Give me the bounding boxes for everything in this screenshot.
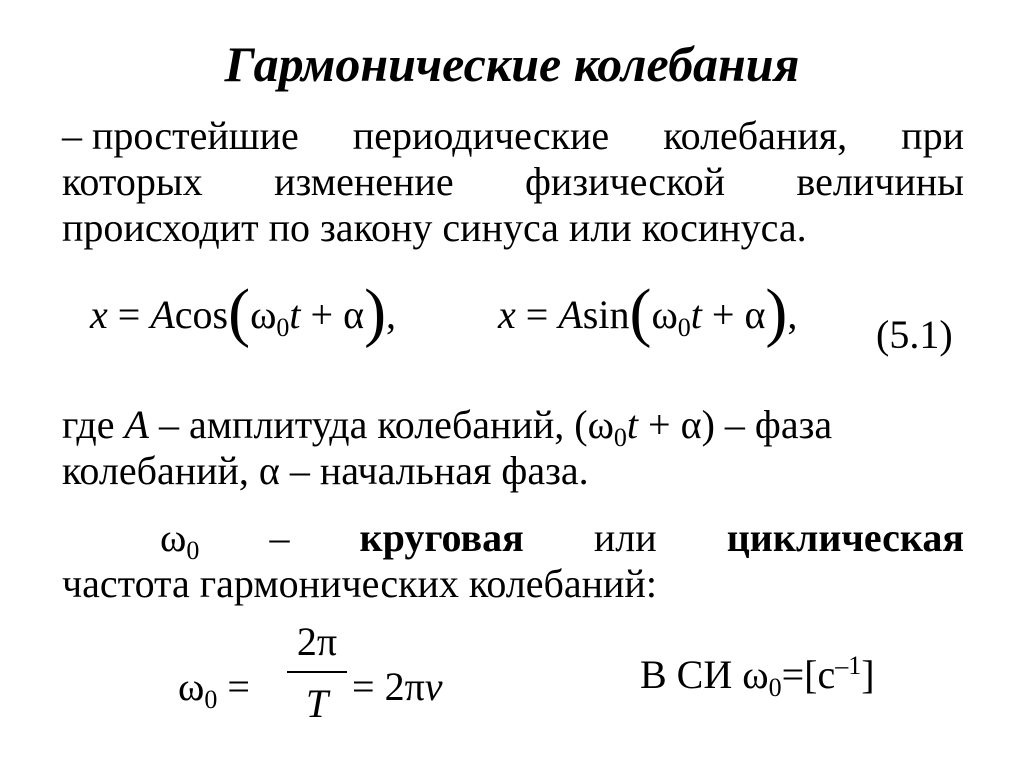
fraction-bar [287, 671, 347, 673]
right-paren: ) [364, 276, 387, 349]
explanation-line-2 [62, 448, 964, 494]
subscript-zero: 0 [768, 673, 782, 702]
variable-t: t [690, 292, 702, 337]
subscript-zero: 0 [677, 313, 691, 342]
omega-symbol: ω [651, 292, 678, 337]
cos-function: cos [174, 292, 229, 337]
definition-word: при [901, 113, 964, 158]
formula-sin [498, 276, 798, 349]
omega-symbol: ω [178, 664, 205, 709]
left-paren: ( [228, 276, 251, 349]
subscript-zero: 0 [186, 536, 200, 565]
explanation-line-1 [62, 402, 964, 452]
nu-symbol: ν [424, 664, 443, 709]
amplitude-symbol: A [558, 292, 583, 337]
alpha-symbol: α [343, 292, 365, 337]
explanation-text: ) – фаза [701, 402, 833, 447]
alpha-symbol: α [258, 448, 280, 493]
equals-sign: = [352, 664, 385, 709]
comma: , [787, 292, 798, 337]
definition-line-3: происходит по закону синуса или косинуса. [62, 205, 807, 250]
sin-function: sin [582, 292, 630, 337]
si-equals: =[с [781, 652, 836, 697]
amplitude-symbol: A [124, 402, 149, 447]
superscript-minus-one: –1 [835, 651, 862, 680]
si-unit [640, 645, 875, 705]
omega-symbol: ω [160, 515, 187, 560]
formula-omega-rhs [352, 657, 443, 717]
plus-sign: + [638, 402, 681, 447]
subscript-zero: 0 [276, 313, 290, 342]
plus-sign: + [701, 292, 745, 337]
plus-sign: + [300, 292, 344, 337]
alpha-symbol: α [744, 292, 766, 337]
definition-word: – простейшие [62, 113, 299, 158]
dash: – [269, 515, 290, 560]
definition-word: колебания, [663, 113, 848, 158]
equals-sign: = [107, 292, 151, 337]
frequency-line-1 [62, 515, 964, 565]
variable-t: t [289, 292, 301, 337]
alpha-symbol: α [680, 402, 702, 447]
explanation-text: где [62, 402, 125, 447]
left-paren: ( [629, 276, 652, 349]
explanation-text: колебаний, [62, 448, 259, 493]
equation-number: (5.1) [876, 312, 953, 357]
fraction-2pi-over-T [287, 617, 347, 729]
two-pi: 2π [384, 664, 425, 709]
omega-symbol: ω [742, 652, 769, 697]
frequency-paragraph [62, 515, 964, 607]
definition-word: физической [525, 159, 725, 204]
explanation-paragraph [62, 402, 964, 494]
definition-line-2 [62, 159, 964, 205]
equals-sign: = [515, 292, 559, 337]
comma: , [386, 292, 397, 337]
word-or: или [593, 515, 657, 560]
definition-word: периодические [352, 113, 610, 158]
omega-symbol: ω [587, 402, 614, 447]
explanation-text: – амплитуда колебаний, ( [148, 402, 588, 447]
fraction-numerator: 2π [296, 619, 338, 664]
omega-symbol: ω [250, 292, 277, 337]
definition-word: величины [796, 159, 964, 204]
frequency-line-2: частота гармонических колебаний: [62, 561, 657, 606]
definition-word: изменение [274, 159, 454, 204]
definition-line-1 [62, 113, 964, 159]
omega-zero [160, 515, 200, 565]
term-circular: круговая [359, 515, 524, 560]
variable-x: x [498, 292, 516, 337]
definition-word: которых [62, 159, 203, 204]
right-paren: ) [765, 276, 788, 349]
variable-t: t [626, 402, 639, 447]
definition-paragraph [62, 113, 964, 251]
si-prefix: В СИ [640, 652, 743, 697]
subscript-zero: 0 [204, 685, 218, 714]
formula-omega-lhs [178, 657, 250, 717]
explanation-text: – начальная фаза. [279, 448, 589, 493]
amplitude-symbol: A [150, 292, 175, 337]
slide-title: Гармонические колебания [224, 36, 800, 92]
subscript-zero: 0 [613, 423, 627, 452]
equals-sign: = [217, 664, 250, 709]
bracket-close: ] [861, 652, 875, 697]
term-cyclic: циклическая [726, 515, 964, 560]
fraction-denominator: T [305, 681, 329, 726]
variable-x: x [90, 292, 108, 337]
formula-cos [90, 276, 397, 349]
